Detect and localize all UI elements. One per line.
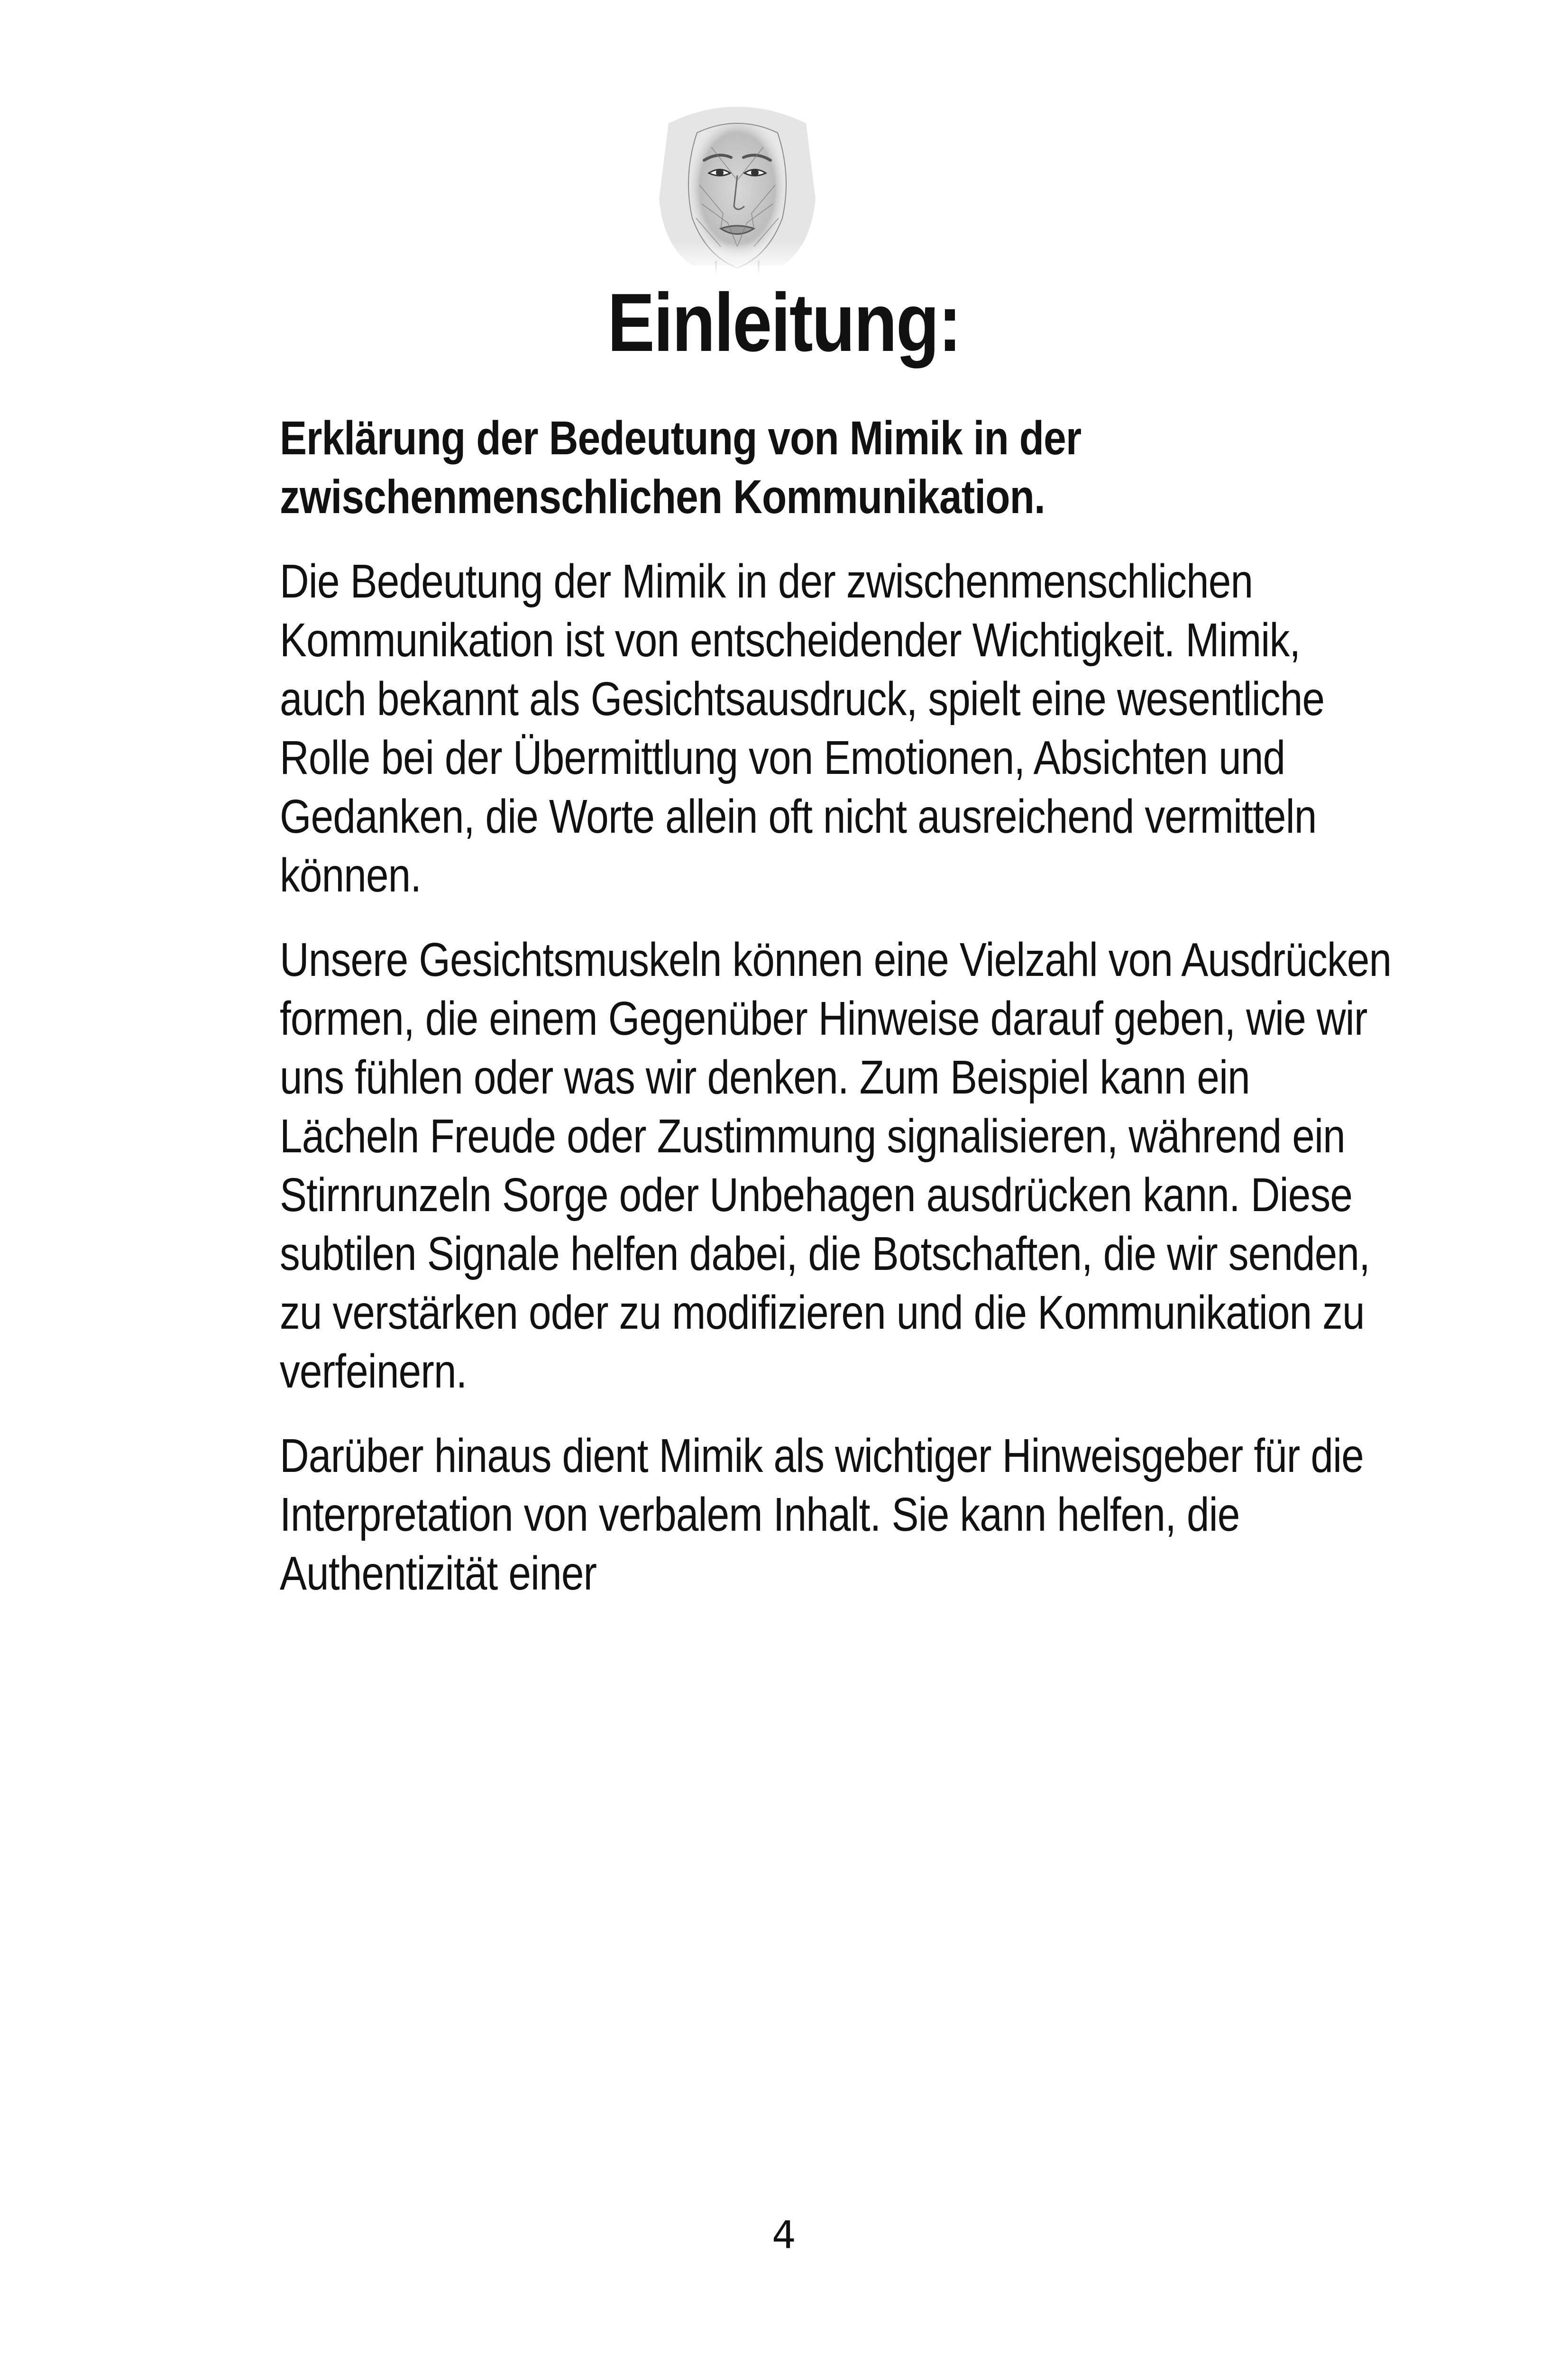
- page-title: Einleitung:: [607, 276, 961, 368]
- paragraph: Die Bedeutung der Mimik in der zwischenmenschlichen Kommunikation ist von entscheidender Wichtigkeit. Mimik, auch bekannt als Gesichtsausdruck, spielt eine wesentliche Rolle bei der Übermittlung von Emotionen, Absichten und Gedanken, die Worte allein oft nicht ausreichend vermitteln können.: [280, 555, 1325, 902]
- paragraph: Darüber hinaus dient Mimik als wichtiger Hinweisgeber für die Interpretation von verbalem Inhalt. Sie kann helfen, die Authentizität einer: [280, 1429, 1364, 1600]
- section-subtitle: Erklärung der Bedeutung von Mimik in der zwischenmenschlichen Kommunikation.: [280, 412, 1082, 524]
- text-body: [280, 409, 1399, 1603]
- face-sketch-icon: [640, 104, 834, 275]
- page-number: 4: [772, 2213, 796, 2257]
- paragraph: Unsere Gesichtsmuskeln können eine Vielzahl von Ausdrücken formen, die einem Gegenüber Hinweise darauf geben, wie wir uns fühlen oder was wir denken. Zum Beispiel kann ein Lächeln Freude oder Zustimmung signalisieren, während ein Stirnrunzeln Sorge oder Unbehagen ausdrücken kann. Diese subtilen Signale helfen dabei, die Botschaften, die wir senden, zu verstärken oder zu modifizieren und die Kommunikation zu verfeinern.: [280, 933, 1392, 1398]
